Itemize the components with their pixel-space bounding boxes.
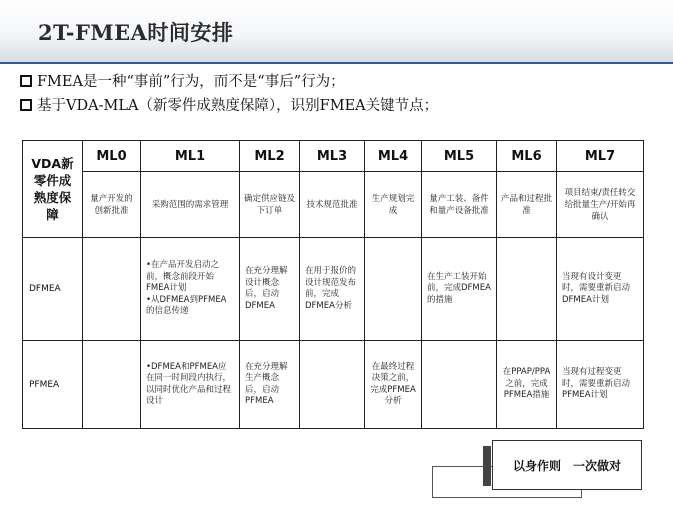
- table-row-pfmea: [23, 341, 644, 429]
- cell-text: 在充分理解生产概念后，启动PFMEA: [245, 361, 288, 406]
- column-header-ml4: ML4: [365, 141, 422, 172]
- table-cell: [557, 238, 644, 341]
- bullet-item: [20, 70, 345, 91]
- column-header-ml5: ML5: [422, 141, 497, 172]
- corner-header: [23, 141, 83, 238]
- header-row: [23, 141, 644, 172]
- corner-line: 障: [46, 207, 59, 222]
- bullet-text: 基于VDA-MLA（新零件成熟度保障），识别FMEA关键节点；: [37, 98, 439, 114]
- description-row: [23, 172, 644, 238]
- cell-text: 当现有设计变更时，需要重新启动DFMEA计划: [562, 271, 631, 305]
- corner-line: 零件成: [33, 173, 72, 188]
- table-cell: [365, 238, 422, 341]
- corner-line: VDA新: [31, 156, 74, 171]
- table-cell: [300, 341, 365, 429]
- table-cell: [497, 238, 557, 341]
- milestone-description: 生产规划完成: [365, 172, 422, 238]
- cell-text: 在用于报价的设计规范发布前，完成DFMEA分析: [305, 266, 357, 311]
- milestone-description: 确定供应链及下订单: [240, 172, 300, 238]
- cell-text: •从DFMEA到PFMEA的信息传递: [146, 294, 227, 317]
- cell-text: •在产品开发启动之前，概念前段开始FMEA计划: [146, 260, 220, 294]
- column-header-ml6: ML6: [497, 141, 557, 172]
- table-cell: [83, 341, 141, 429]
- motto-tab: [483, 446, 491, 486]
- cell-text: 当现有过程变更时，需要重新启动PFMEA计划: [562, 367, 631, 401]
- table-cell: [557, 341, 644, 429]
- milestone-description: 项目结束/责任转交给批量生产/开始再确认: [557, 172, 644, 238]
- row-header: DFMEA: [23, 238, 83, 341]
- milestone-description: 量产工装、备件和量产设备批准: [422, 172, 497, 238]
- table-cell: [497, 341, 557, 429]
- motto-label: 以身作则 一次做对: [492, 440, 642, 490]
- checkbox-square-icon: [20, 99, 32, 111]
- cell-text: •DFMEA和PFMEA应在同一时间段内执行，以同时优化产品和过程设计: [146, 361, 232, 406]
- ml-schedule-table: [22, 140, 644, 429]
- cell-text: 在充分理解设计概念后，启动DFMEA: [245, 266, 288, 311]
- bullet-item: [20, 94, 438, 115]
- table-cell: [365, 341, 422, 429]
- cell-text: 在PPAP/PPA之前，完成PFMEA措施: [502, 367, 551, 401]
- bullet-text: FMEA是一种“事前”行为，而不是“事后”行为；: [37, 74, 345, 90]
- row-header: PFMEA: [23, 341, 83, 429]
- page-title: 2T-FMEA时间安排: [38, 20, 234, 45]
- column-header-ml1: ML1: [141, 141, 240, 172]
- column-header-ml7: ML7: [557, 141, 644, 172]
- table-cell: [422, 238, 497, 341]
- cell-text: 在生产工装开始前，完成DFMEA的措施: [427, 271, 491, 305]
- table-cell: [300, 238, 365, 341]
- milestone-description: 技术规范批准: [300, 172, 365, 238]
- milestone-description: 产品和过程批准: [497, 172, 557, 238]
- table-cell: [141, 238, 240, 341]
- column-header-ml3: ML3: [300, 141, 365, 172]
- table-cell: [240, 341, 300, 429]
- table-row-dfmea: [23, 238, 644, 341]
- milestone-description: 量产开发的创新批准: [83, 172, 141, 238]
- table-cell: [422, 341, 497, 429]
- title-divider: [0, 62, 673, 64]
- table-cell: [141, 341, 240, 429]
- table-cell: [240, 238, 300, 341]
- column-header-ml0: ML0: [83, 141, 141, 172]
- checkbox-square-icon: [20, 75, 32, 87]
- table-cell: [83, 238, 141, 341]
- corner-line: 熟度保: [33, 190, 72, 205]
- column-header-ml2: ML2: [240, 141, 300, 172]
- milestone-description: 采购范围的需求管理: [141, 172, 240, 238]
- cell-text: 在最终过程决策之前，完成PFMEA分析: [370, 361, 416, 406]
